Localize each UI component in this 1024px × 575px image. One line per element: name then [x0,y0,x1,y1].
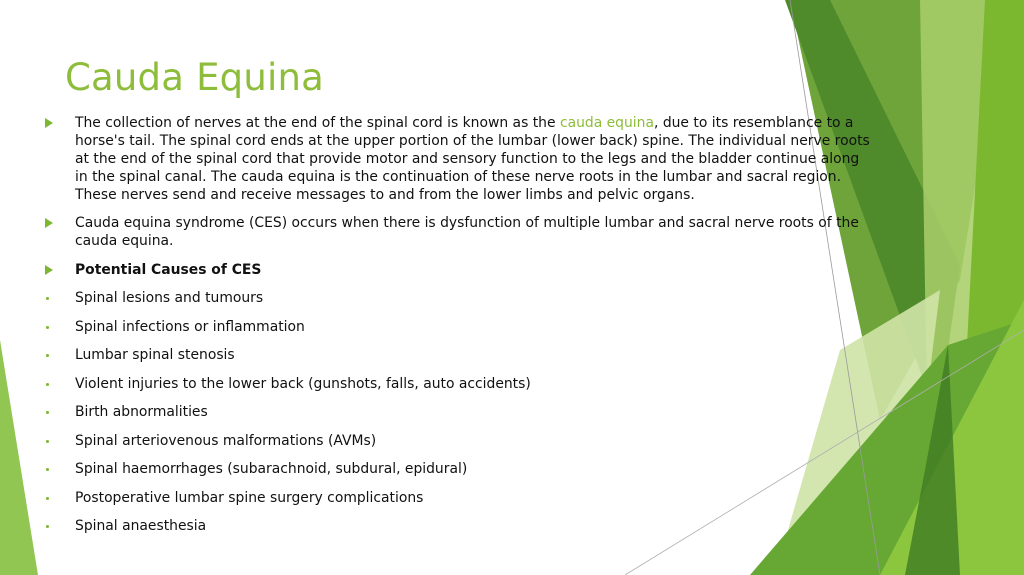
slide-title: Cauda Equina [65,56,324,99]
cause-list-item: Spinal lesions and tumours [45,289,875,307]
cause-list-item: Spinal haemorrhages (subarachnoid, subdural, epidural) [45,460,875,478]
causes-list [45,289,875,535]
cause-list-item: Spinal anaesthesia [45,517,875,535]
dot-bullet-icon [46,497,49,500]
dot-bullet-icon [46,411,49,414]
bullet-paragraph-cauda-equina: The collection of nerves at the end of the spinal cord is known as the cauda equina, due to its resemblance to a horse's tail. The spinal cord ends at the upper portion of the lumbar (lower back) spine. The individual nerve roots at the end of the spinal cord that provide motor and sensory function to the legs and the bladder continue along in the spinal canal. The cauda equina is the continuation of these nerve roots in the lumbar and sacral region. These nerves send and receive messages to and from the lower limbs and pelvic organs. [45,114,875,204]
triangle-bullet-icon [45,118,53,128]
cause-list-item: Postoperative lumbar spine surgery complications [45,489,875,507]
dot-bullet-icon [46,326,49,329]
dot-bullet-icon [46,297,49,300]
cause-list-item: Violent injuries to the lower back (gunshots, falls, auto accidents) [45,375,875,393]
dot-bullet-icon [46,440,49,443]
dot-bullet-icon [46,468,49,471]
triangle-bullet-icon [45,265,53,275]
left-green-sliver [0,340,38,575]
dot-bullet-icon [46,525,49,528]
slide-content [45,114,875,546]
triangle-bullet-icon [45,218,53,228]
dot-bullet-icon [46,383,49,386]
cause-list-item: Spinal infections or inflammation [45,318,875,336]
bullet-causes-heading: Potential Causes of CES [45,261,875,279]
dot-bullet-icon [46,354,49,357]
cause-list-item: Spinal arteriovenous malformations (AVMs) [45,432,875,450]
cause-list-item: Lumbar spinal stenosis [45,346,875,364]
highlight-term: cauda equina [559,115,654,131]
bullet-paragraph-ces: Cauda equina syndrome (CES) occurs when there is dysfunction of multiple lumbar and sacral nerve roots of the cauda equina. [45,214,875,250]
cause-list-item: Birth abnormalities [45,403,875,421]
